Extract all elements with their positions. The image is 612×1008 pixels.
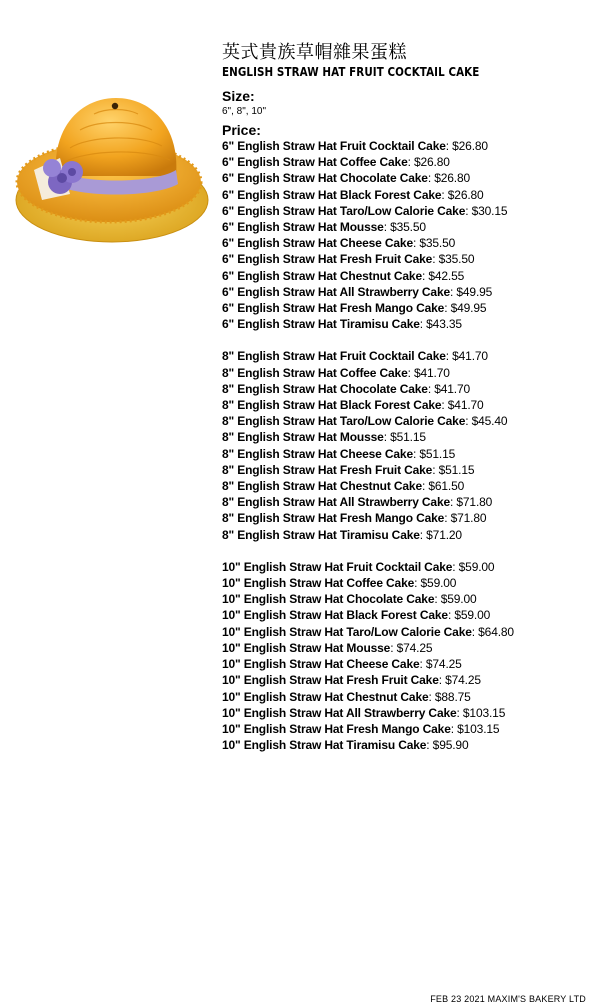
price-heading: Price: [222,122,261,138]
cake-name: 8" English Straw Hat All Strawberry Cake [222,495,450,510]
cake-name: 6" English Straw Hat Fruit Cocktail Cake [222,139,446,153]
price-row: 6" English Straw Hat Fresh Fruit Cake: $35.50 [222,252,475,267]
cake-name: 8" English Straw Hat Black Forest Cake [222,398,442,413]
price-group [222,138,606,332]
cake-price: $59.00 [420,576,457,591]
cake-name: 10" English Straw Hat Chocolate Cake [222,592,435,607]
size-values: 6", 8", 10" [222,106,267,117]
size-heading: Size: [222,88,255,104]
cake-price: $74.25 [396,640,433,655]
cake-name: 10" English Straw Hat Coffee Cake [222,576,415,591]
price-row: 6" English Straw Hat Chestnut Cake: $42.55 [222,268,465,283]
cake-price: $26.80 [452,139,488,153]
cake-price: $41.70 [452,349,488,364]
cake-price: $103.15 [462,705,506,720]
cake-price: $26.80 [434,171,471,186]
price-row: 8" English Straw Hat Mousse: $51.15 [222,430,426,445]
price-row: 8" English Straw Hat Cheese Cake: $51.15 [222,446,456,461]
price-row: 10" English Straw Hat Taro/Low Calorie Cake: $64.80 [222,624,514,639]
price-row: 8" English Straw Hat All Strawberry Cake: $71.80 [222,495,493,510]
cake-name: 10" English Straw Hat Mousse [222,640,391,655]
price-row: 8" English Straw Hat Chestnut Cake: $61.50 [222,479,465,494]
cake-price: $30.15 [471,203,508,218]
cake-price: $59.00 [458,559,495,574]
cake-name: 10" English Straw Hat Fresh Mango Cake [222,721,451,736]
cake-name: 6" English Straw Hat Taro/Low Calorie Cake [222,203,466,218]
cake-price: $74.25 [425,657,462,672]
cake-price: $59.00 [454,608,491,623]
price-row: 8" English Straw Hat Fresh Mango Cake: $71.80 [222,511,487,526]
price-group [222,559,606,753]
cake-name: 8" English Straw Hat Chestnut Cake [222,479,422,494]
price-row: 10" English Straw Hat Chocolate Cake: $59.00 [222,592,477,607]
cake-name: 10" English Straw Hat Chestnut Cake [222,689,429,704]
cake-name: 6" English Straw Hat Black Forest Cake [222,187,442,202]
cake-name: 6" English Straw Hat All Strawberry Cake [222,284,450,299]
cake-name: 8" English Straw Hat Fresh Fruit Cake [222,462,433,477]
cake-price: $45.40 [471,414,508,429]
cake-price: $35.50 [438,252,475,267]
cake-price: $42.55 [428,268,465,283]
price-row: 8" English Straw Hat Fresh Fruit Cake: $51.15 [222,462,475,477]
cake-name: 10" English Straw Hat Fresh Fruit Cake [222,673,439,688]
cake-name: 10" English Straw Hat Taro/Low Calorie Cake [222,624,472,639]
cake-name: 10" English Straw Hat Black Forest Cake [222,608,448,623]
cake-price: $49.95 [450,301,487,316]
cake-price: $71.20 [426,527,462,542]
price-row: 6" English Straw Hat Tiramisu Cake: $43.35 [222,317,462,332]
price-row: 8" English Straw Hat Fruit Cocktail Cake: $41.70 [222,349,488,364]
cake-price: $64.80 [478,624,514,639]
price-row: 10" English Straw Hat Mousse: $74.25 [222,640,433,655]
cake-name: 8" English Straw Hat Tiramisu Cake [222,527,420,542]
cake-name: 6" English Straw Hat Chocolate Cake [222,171,428,186]
cake-price: $103.15 [457,721,500,736]
cake-price: $41.70 [434,381,471,396]
price-row: 6" English Straw Hat Chocolate Cake: $26.80 [222,171,471,186]
product-info [222,42,606,769]
cake-price: $74.25 [445,673,481,688]
cake-name: 6" English Straw Hat Mousse [222,220,384,235]
cake-name: 8" English Straw Hat Taro/Low Calorie Cake [222,414,466,429]
price-row: 10" English Straw Hat Cheese Cake: $74.25 [222,657,462,672]
cake-price: $43.35 [426,317,462,332]
cake-name: 10" English Straw Hat Tiramisu Cake [222,738,427,753]
cake-price: $41.70 [447,398,484,413]
price-row: 6" English Straw Hat Fruit Cocktail Cake: $26.80 [222,139,488,153]
footer-date-company: FEB 23 2021 MAXIM'S BAKERY LTD [430,994,586,1004]
cake-price: $71.80 [450,511,487,526]
price-row: 6" English Straw Hat Taro/Low Calorie Cake: $30.15 [222,203,508,218]
price-row: 10" English Straw Hat Tiramisu Cake: $95.90 [222,738,469,753]
cake-name: 10" English Straw Hat Fruit Cocktail Cake [222,559,453,574]
cake-name: 10" English Straw Hat All Strawberry Cake [222,705,457,720]
cake-price: $51.15 [438,462,475,477]
cake-price: $35.50 [390,220,426,235]
price-row: 8" English Straw Hat Tiramisu Cake: $71.20 [222,527,462,542]
straw-hat-cake-image [8,78,210,244]
cake-name: 6" English Straw Hat Cheese Cake [222,236,413,251]
price-row: 6" English Straw Hat Coffee Cake: $26.80 [222,155,450,170]
cake-price: $88.75 [434,689,471,704]
cake-price: $49.95 [456,284,493,299]
cake-price: $51.15 [390,430,426,445]
price-row: 6" English Straw Hat Mousse: $35.50 [222,220,426,235]
cake-name: 6" English Straw Hat Tiramisu Cake [222,317,420,332]
price-row: 8" English Straw Hat Coffee Cake: $41.70 [222,365,450,380]
cake-price: $61.50 [428,479,465,494]
price-group [222,348,606,542]
cake-name: 8" English Straw Hat Mousse [222,430,384,445]
cake-price: $95.90 [432,738,469,753]
price-row: 10" English Straw Hat Coffee Cake: $59.00 [222,576,457,591]
price-row: 10" English Straw Hat All Strawberry Cake: $103.15 [222,705,506,720]
cake-price: $59.00 [440,592,477,607]
cake-name: 6" English Straw Hat Chestnut Cake [222,268,422,283]
price-row: 6" English Straw Hat All Strawberry Cake: $49.95 [222,284,493,299]
price-row: 6" English Straw Hat Cheese Cake: $35.50 [222,236,456,251]
product-title-chinese: 英式貴族草帽雜果蛋糕 [222,42,407,63]
price-row: 6" English Straw Hat Black Forest Cake: $26.80 [222,187,484,202]
cake-name: 6" English Straw Hat Fresh Fruit Cake [222,252,433,267]
cake-price: $71.80 [456,495,493,510]
cake-price: $51.15 [419,446,456,461]
cake-name: 8" English Straw Hat Fruit Cocktail Cake [222,349,446,364]
cake-price: $26.80 [447,187,484,202]
price-row: 10" English Straw Hat Black Forest Cake: $59.00 [222,608,491,623]
cake-name: 6" English Straw Hat Fresh Mango Cake [222,301,445,316]
price-list [222,138,606,753]
price-row: 8" English Straw Hat Black Forest Cake: $41.70 [222,398,484,413]
cake-name: 8" English Straw Hat Fresh Mango Cake [222,511,445,526]
product-title-english: ENGLISH STRAW HAT FRUIT COCKTAIL CAKE [222,65,480,79]
price-row: 10" English Straw Hat Fresh Mango Cake: $103.15 [222,721,500,736]
price-row: 6" English Straw Hat Fresh Mango Cake: $49.95 [222,301,487,316]
price-row: 8" English Straw Hat Taro/Low Calorie Cake: $45.40 [222,414,508,429]
price-row: 10" English Straw Hat Chestnut Cake: $88.75 [222,689,471,704]
cake-name: 8" English Straw Hat Coffee Cake [222,365,408,380]
cake-price: $41.70 [413,365,450,380]
cake-price: $35.50 [419,236,456,251]
cake-name: 8" English Straw Hat Cheese Cake [222,446,413,461]
price-row: 10" English Straw Hat Fruit Cocktail Cake: $59.00 [222,559,495,574]
price-row: 8" English Straw Hat Chocolate Cake: $41.70 [222,381,471,396]
price-row: 10" English Straw Hat Fresh Fruit Cake: $74.25 [222,673,481,688]
cake-name: 8" English Straw Hat Chocolate Cake [222,381,428,396]
cake-name: 6" English Straw Hat Coffee Cake [222,155,408,170]
cake-name: 10" English Straw Hat Cheese Cake [222,657,420,672]
cake-price: $26.80 [413,155,450,170]
